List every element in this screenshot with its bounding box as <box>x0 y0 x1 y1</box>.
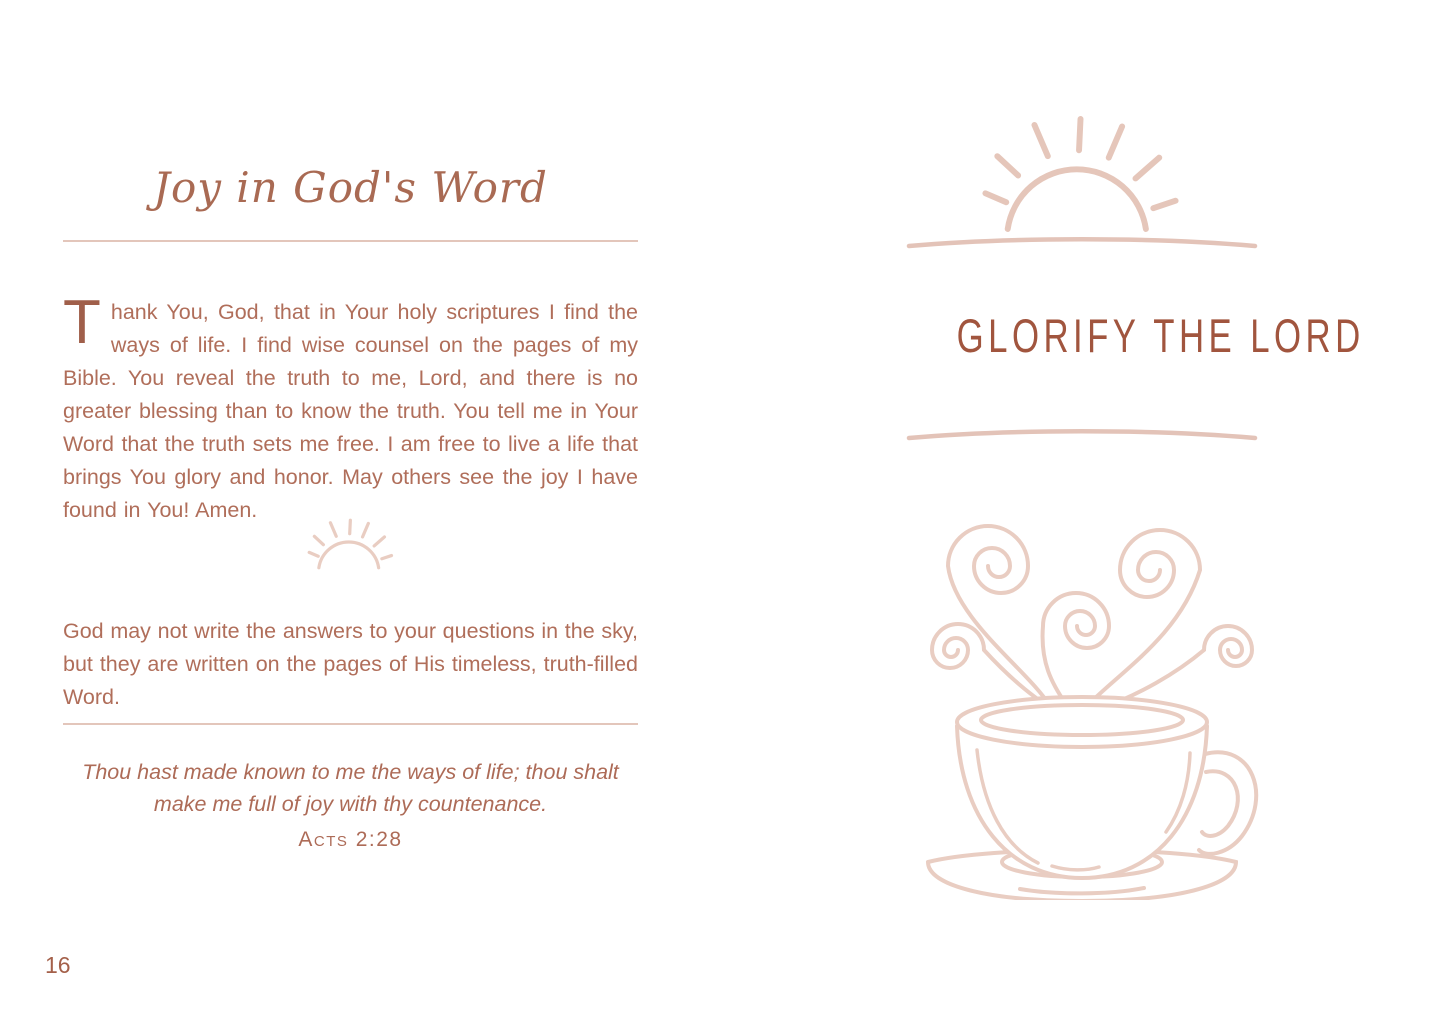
verse-text: Thou hast made known to me the ways of life; thou shalt make me full of joy with thy countenance. <box>82 760 619 816</box>
sunrise-icon <box>978 114 1186 234</box>
divider-rule-bottom <box>63 723 638 725</box>
reflection-paragraph: God may not write the answers to your questions in the sky, but they are written on the pages of His timeless, truth-filled Word. <box>63 618 638 709</box>
horizon-line <box>903 425 1261 443</box>
verse-reference: Acts 2:28 <box>298 828 403 851</box>
page-number: 16 <box>45 952 71 978</box>
page-title: Joy in God's Word <box>153 163 548 212</box>
prayer-text: hank You, God, that in Your holy scriptures I find the ways of life. I find wise counsel on the pages of my Bible. You reveal the truth to me, Lord, and there is no greater blessing than to know the truth. You tell me in Your Word that the truth sets me free. I am free to live a life that brings You glory and honor. May others see the joy I have found in You! Amen. <box>63 299 638 522</box>
divider-rule-top <box>63 240 638 242</box>
steam-swirls-icon <box>932 526 1252 712</box>
drop-cap: T <box>63 287 101 357</box>
sun-rays-icon <box>306 518 396 570</box>
prayer-paragraph <box>63 287 638 527</box>
horizon-line <box>903 233 1261 251</box>
scripture-verse <box>63 756 638 856</box>
section-heading: GLORIFY THE LORD <box>956 309 1365 362</box>
coffee-cup-icon <box>900 500 1260 900</box>
